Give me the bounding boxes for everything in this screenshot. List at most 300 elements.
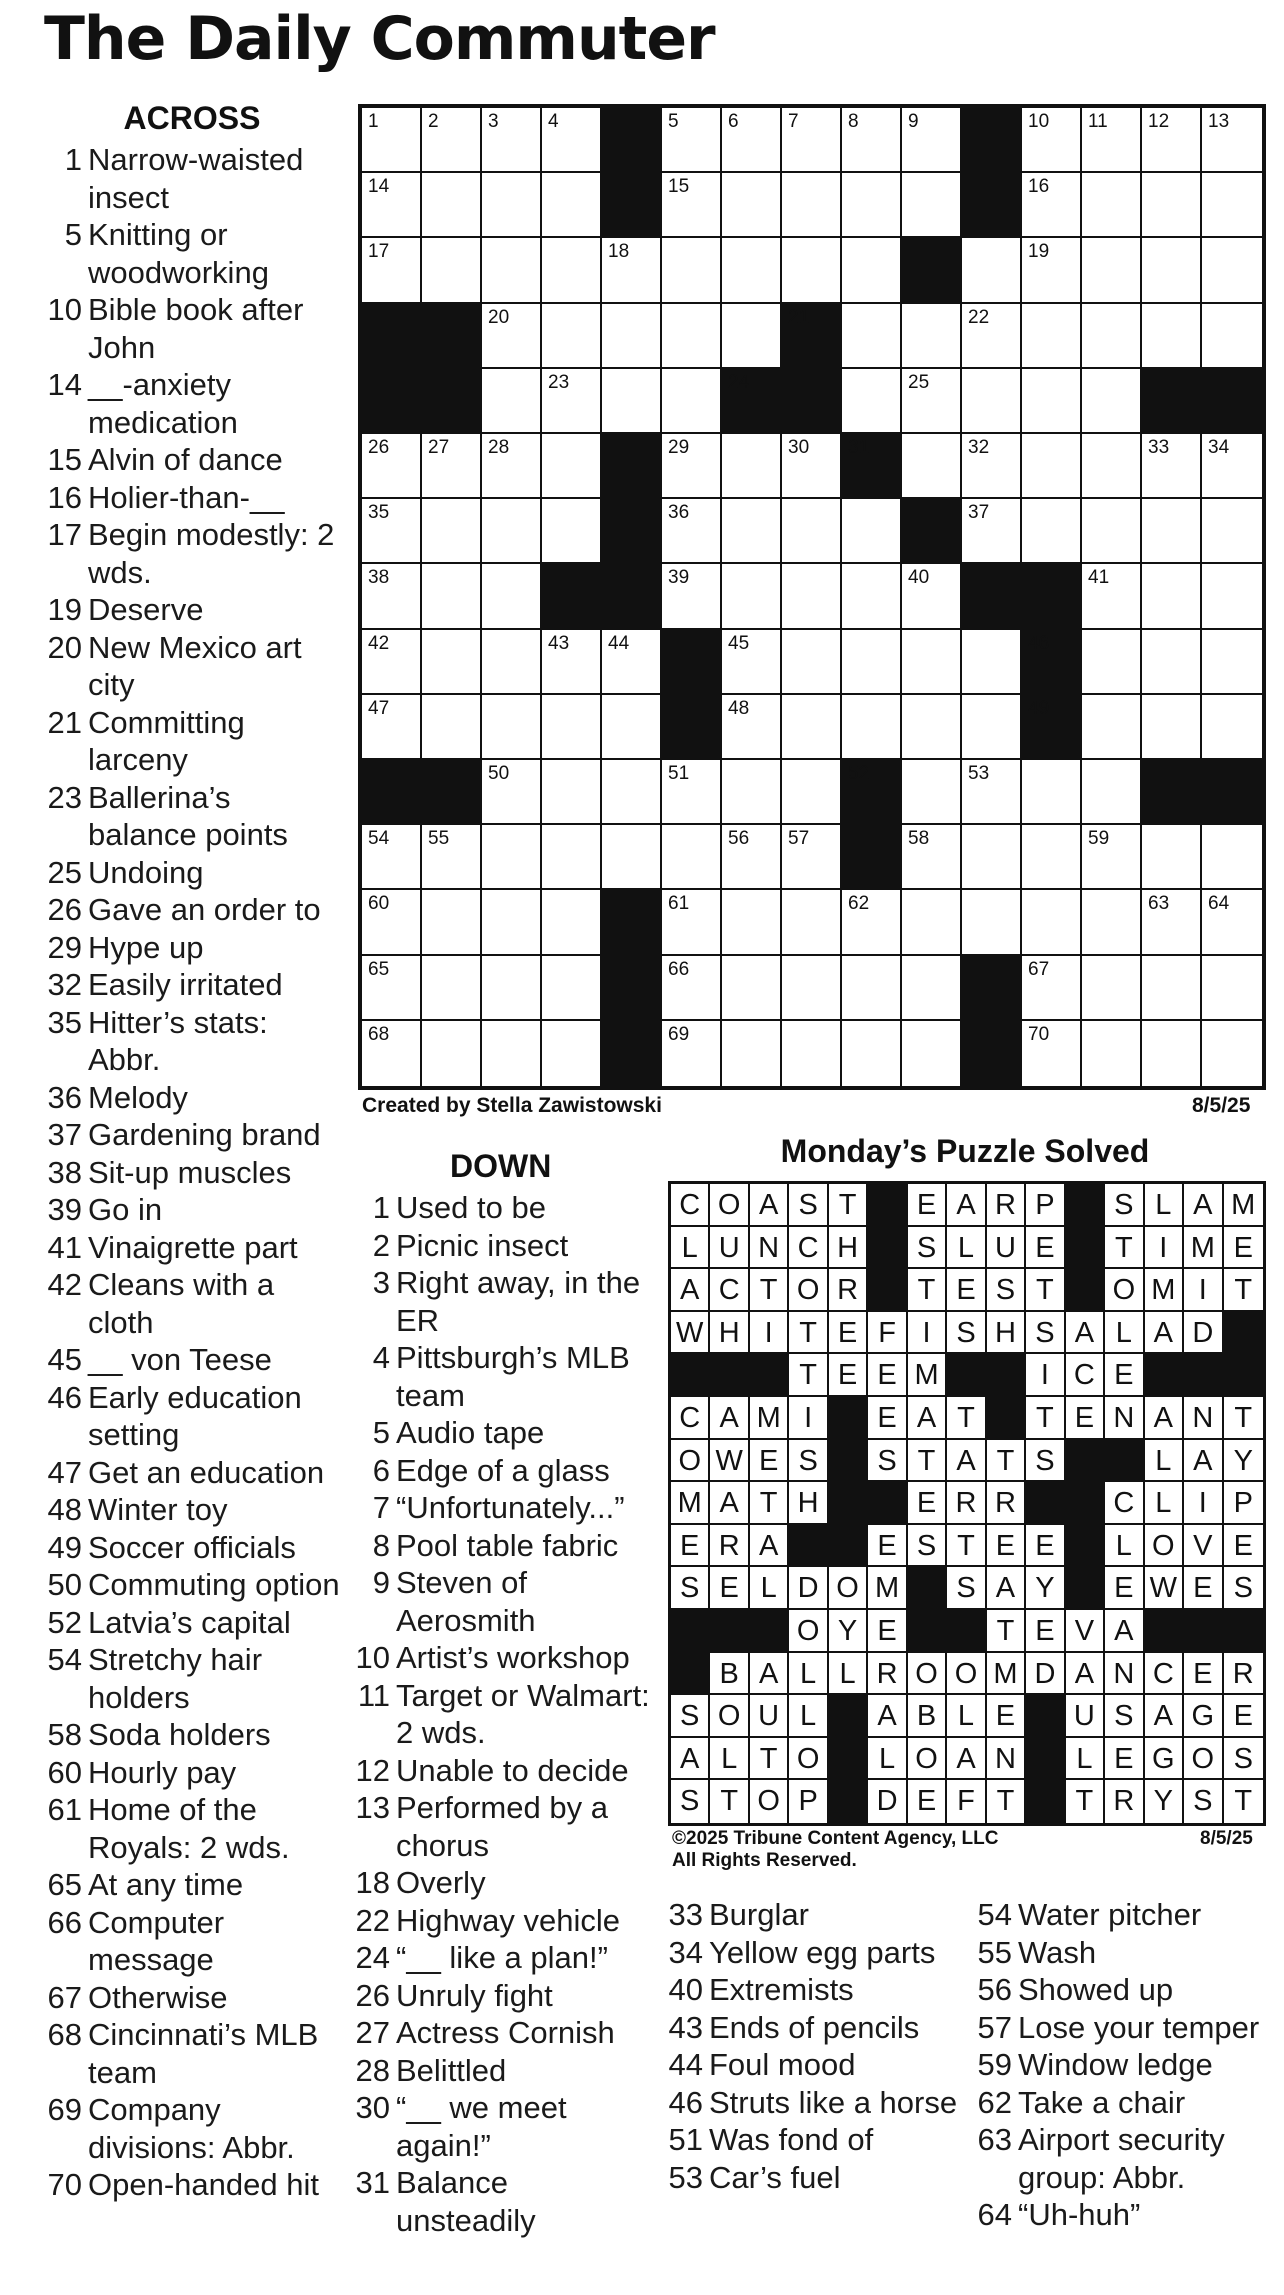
solution-letter: A (1145, 1312, 1184, 1355)
solution-letter: L (868, 1738, 907, 1781)
solution-black-square (1145, 1610, 1184, 1653)
clue-text: “Unfortunately...” (396, 1490, 625, 1525)
clue-number: 29 (47, 929, 82, 965)
grid-cell (662, 956, 722, 1021)
grid-cell (722, 695, 782, 760)
clue-item (42, 516, 342, 591)
cell-number: 19 (1028, 241, 1050, 263)
solution-letter: T (789, 1312, 828, 1355)
solution-black-square (1066, 1269, 1105, 1312)
solution-black-square (829, 1738, 868, 1781)
grid-cell (722, 630, 782, 695)
clue-text: Holier-than-__ (88, 479, 285, 515)
solution-black-square (1145, 1354, 1184, 1397)
solution-letter: I (1026, 1354, 1065, 1397)
grid-cell (1082, 173, 1142, 238)
clue-text: Sit-up muscles (88, 1154, 292, 1190)
black-square (722, 369, 782, 434)
clue-text: Artist’s workshop (396, 1640, 630, 1675)
solution-letter: O (947, 1653, 986, 1696)
clue-number: 62 (977, 2084, 1012, 2120)
solution-black-square (1066, 1227, 1105, 1270)
grid-cell (842, 890, 902, 955)
solution-letter: G (1184, 1695, 1223, 1738)
solution-letter: S (1224, 1738, 1263, 1781)
black-square (962, 1021, 1022, 1086)
grid-cell (902, 108, 962, 173)
solution-letter: W (710, 1440, 749, 1483)
grid-cell (1202, 695, 1262, 760)
clue-number: 43 (668, 2009, 703, 2045)
grid-cell (1022, 760, 1082, 825)
solution-letter: U (1066, 1695, 1105, 1738)
solution-letter: T (947, 1525, 986, 1568)
solution-letter: R (987, 1184, 1026, 1227)
clue-item (972, 2196, 1282, 2234)
solution-letter: L (829, 1653, 868, 1696)
grid-cell (1142, 825, 1202, 890)
solution-letter: T (1066, 1780, 1105, 1823)
clue-text: Begin modestly: 2 wds. (88, 517, 335, 590)
clue-number: 65 (47, 1867, 82, 1902)
grid-cell (362, 890, 422, 955)
clue-number: 15 (47, 442, 82, 477)
grid-cell (1082, 956, 1142, 1021)
clue-text: Early education setting (88, 1379, 302, 1452)
solution-black-square (987, 1397, 1026, 1440)
grid-cell (962, 499, 1022, 564)
clue-item (42, 891, 342, 929)
grid-cell (1022, 108, 1082, 173)
grid-cell (1082, 825, 1142, 890)
clue-number: 57 (977, 2009, 1012, 2045)
grid-cell (1142, 956, 1202, 1021)
solution-letter: L (789, 1653, 828, 1696)
grid-cell (1082, 630, 1142, 695)
grid-cell (962, 890, 1022, 955)
clue-text: Used to be (396, 1190, 546, 1225)
clue-number: 53 (668, 2159, 703, 2195)
black-square (842, 760, 902, 825)
clue-item (350, 2014, 650, 2052)
solution-letter: E (908, 1184, 947, 1227)
grid-cell (482, 630, 542, 695)
solution-letter: M (868, 1567, 907, 1610)
clue-number: 14 (47, 367, 82, 402)
clue-number: 10 (355, 1640, 390, 1675)
grid-cell (1142, 1021, 1202, 1086)
solution-letter: V (1184, 1525, 1223, 1568)
clue-text: Actress Cornish (396, 2015, 615, 2050)
solution-letter: A (750, 1653, 789, 1696)
grid-cell (542, 1021, 602, 1086)
clue-item (42, 966, 342, 1004)
clue-number: 52 (47, 1604, 82, 1640)
clue-text: Melody (88, 1079, 188, 1115)
solution-letter: A (1105, 1610, 1144, 1653)
cell-number: 64 (1208, 893, 1230, 915)
grid-cell (1082, 434, 1142, 499)
solution-letter: O (710, 1695, 749, 1738)
solution-black-square (829, 1482, 868, 1525)
clue-number: 70 (47, 2167, 82, 2202)
clue-text: Ends of pencils (709, 2009, 920, 2045)
grid-cell (962, 760, 1022, 825)
clue-item (42, 1454, 342, 1492)
grid-cell (842, 304, 902, 369)
solution-letter: A (908, 1397, 947, 1440)
solution-black-square (1066, 1567, 1105, 1610)
cell-number: 4 (548, 111, 559, 132)
cell-number: 20 (488, 306, 510, 328)
solution-letter: M (1224, 1184, 1263, 1227)
solution-letter: O (750, 1780, 789, 1823)
grid-cell (722, 499, 782, 564)
solution-black-square (868, 1184, 907, 1227)
grid-cell (782, 630, 842, 695)
cell-number: 7 (788, 111, 799, 132)
clue-number: 37 (47, 1117, 82, 1152)
solution-letter: H (829, 1227, 868, 1270)
black-square (362, 369, 422, 434)
grid-cell (1202, 890, 1262, 955)
solution-letter: A (671, 1738, 710, 1781)
black-square (602, 1021, 662, 1086)
solution-letter: C (671, 1184, 710, 1227)
clue-number: 6 (372, 1452, 390, 1488)
clue-item (42, 2166, 342, 2204)
grid-cell (422, 238, 482, 303)
clue-number: 22 (355, 1902, 390, 1938)
solution-letter: V (1066, 1610, 1105, 1653)
clue-text: New Mexico art city (88, 629, 302, 702)
solution-letter: H (710, 1312, 749, 1355)
black-square (542, 564, 602, 629)
solution-letter: E (908, 1780, 947, 1823)
clue-text: Foul mood (709, 2047, 856, 2082)
grid-cell (1142, 434, 1202, 499)
solution-letter: E (1105, 1354, 1144, 1397)
clue-text: Easily irritated (88, 967, 283, 1002)
black-square (602, 499, 662, 564)
grid-cell (542, 630, 602, 695)
solution-letter: S (987, 1269, 1026, 1312)
clue-text: Soda holders (88, 1717, 271, 1752)
solution-black-square (987, 1354, 1026, 1397)
grid-cell (662, 564, 722, 629)
solution-black-square (829, 1440, 868, 1483)
clue-text: Cincinnati’s MLB team (88, 2017, 319, 2090)
grid-cell (782, 890, 842, 955)
solution-letter: L (947, 1695, 986, 1738)
solution-letter: M (1145, 1269, 1184, 1312)
solution-letter: G (1145, 1738, 1184, 1781)
clue-text: Alvin of dance (88, 442, 283, 477)
solution-letter: B (710, 1653, 749, 1696)
cell-number: 58 (908, 828, 930, 850)
solution-letter: C (710, 1269, 749, 1312)
grid-cell (1202, 564, 1262, 629)
black-square (962, 956, 1022, 1021)
solution-black-square (868, 1482, 907, 1525)
clue-item (972, 1934, 1282, 1972)
solution-letter: T (750, 1482, 789, 1525)
solution-letter: E (947, 1269, 986, 1312)
clue-item (350, 2089, 650, 2164)
clue-item (42, 854, 342, 892)
solution-letter: R (947, 1482, 986, 1525)
grid-cell (782, 434, 842, 499)
clue-number: 41 (47, 1229, 82, 1265)
black-square (602, 108, 662, 173)
clue-text: Hype up (88, 929, 204, 965)
solution-letter: F (947, 1780, 986, 1823)
solution-letter: R (710, 1525, 749, 1568)
grid-cell (1082, 695, 1142, 760)
clue-number: 4 (372, 1340, 390, 1375)
solution-letter: T (947, 1397, 986, 1440)
grid-cell (362, 1021, 422, 1086)
grid-cell (482, 108, 542, 173)
solution-letter: E (1105, 1738, 1144, 1781)
solution-letter: M (908, 1354, 947, 1397)
clue-item (42, 216, 342, 291)
clue-number: 32 (47, 967, 82, 1002)
clue-number: 26 (47, 892, 82, 927)
grid-cell (722, 238, 782, 303)
cell-number: 3 (488, 111, 499, 132)
clue-text: Hourly pay (88, 1754, 237, 1790)
grid-cell (1202, 173, 1262, 238)
black-square (362, 304, 422, 369)
clue-item (350, 1264, 650, 1339)
solution-letter: S (1105, 1695, 1144, 1738)
solution-letter: A (750, 1184, 789, 1227)
clue-item (42, 629, 342, 704)
cell-number: 41 (1088, 567, 1110, 589)
cell-number: 1 (368, 111, 379, 132)
solution-letter: E (868, 1354, 907, 1397)
clue-item (350, 1864, 650, 1902)
solution-letter: S (671, 1780, 710, 1823)
grid-cell (962, 369, 1022, 434)
grid-cell (722, 564, 782, 629)
clue-text: Unable to decide (396, 1752, 629, 1788)
cell-number: 66 (668, 958, 690, 980)
grid-cell (842, 499, 902, 564)
black-square (422, 369, 482, 434)
solution-letter: U (987, 1227, 1026, 1270)
solution-letter: E (1184, 1567, 1223, 1610)
grid-cell (1082, 564, 1142, 629)
clue-text: Soccer officials (88, 1529, 296, 1565)
clue-number: 54 (47, 1642, 82, 1677)
grid-cell (902, 890, 962, 955)
solution-letter: A (1184, 1184, 1223, 1227)
grid-cell (782, 173, 842, 238)
solution-letter: F (868, 1312, 907, 1355)
clue-text: Otherwise (88, 1979, 228, 2015)
clue-text: Latvia’s capital (88, 1604, 291, 1640)
clue-item (663, 1896, 963, 1934)
cell-number: 32 (968, 437, 990, 458)
clue-number: 19 (47, 592, 82, 627)
clue-item (350, 1977, 650, 2015)
cell-number: 10 (1028, 111, 1050, 132)
clue-item (42, 1866, 342, 1904)
solution-letter: D (1026, 1653, 1065, 1696)
clue-item (350, 1902, 650, 1940)
clue-item (972, 2084, 1282, 2122)
clue-text: Audio tape (396, 1415, 545, 1450)
grid-cell (962, 304, 1022, 369)
clue-text: Car’s fuel (709, 2159, 841, 2195)
grid-cell (542, 173, 602, 238)
grid-cell (482, 760, 542, 825)
solution-letter: A (1066, 1653, 1105, 1696)
solution-black-square (1224, 1610, 1263, 1653)
clue-item (350, 1564, 650, 1639)
grid-cell (482, 695, 542, 760)
clue-number: 42 (47, 1267, 82, 1302)
solution-letter: A (710, 1482, 749, 1525)
cell-number: 27 (428, 437, 450, 458)
grid-cell (842, 108, 902, 173)
solution-letter: E (829, 1354, 868, 1397)
grid-cell (662, 890, 722, 955)
grid-cell (782, 564, 842, 629)
clue-text: “__ like a plan!” (396, 1940, 608, 1975)
clue-item (350, 2164, 650, 2239)
clue-item (972, 2009, 1282, 2047)
cell-number: 29 (668, 437, 690, 458)
solution-letter: A (710, 1397, 749, 1440)
clue-number: 7 (372, 1490, 390, 1525)
clue-item (42, 1791, 342, 1866)
cell-number: 12 (1148, 111, 1170, 132)
cell-number: 52 (848, 763, 870, 784)
solution-letter: P (1026, 1184, 1065, 1227)
grid-cell (902, 173, 962, 238)
black-square (602, 890, 662, 955)
solution-letter: U (750, 1695, 789, 1738)
cell-number: 38 (368, 567, 390, 589)
clue-item (42, 141, 342, 216)
grid-cell (662, 825, 722, 890)
solution-black-square (1066, 1184, 1105, 1227)
grid-cell (602, 238, 662, 303)
black-square (602, 173, 662, 238)
crossword-grid (358, 104, 1266, 1090)
clue-item (42, 441, 342, 479)
grid-cell (722, 1021, 782, 1086)
clue-number: 17 (47, 517, 82, 552)
solution-letter: P (1224, 1482, 1263, 1525)
solution-letter: O (1105, 1269, 1144, 1312)
cell-number: 2 (428, 111, 439, 132)
black-square (782, 369, 842, 434)
solution-letter: D (789, 1567, 828, 1610)
solution-letter: O (671, 1440, 710, 1483)
solution-letter: S (1184, 1780, 1223, 1823)
grid-cell (662, 173, 722, 238)
clue-item (972, 2121, 1282, 2196)
solution-letter: E (1224, 1227, 1263, 1270)
clue-text: Right away, in the ER (396, 1265, 641, 1338)
grid-cell (902, 825, 962, 890)
clue-number: 18 (355, 1865, 390, 1900)
cell-number: 68 (368, 1023, 390, 1045)
solution-letter: A (947, 1184, 986, 1227)
cell-number: 25 (908, 371, 930, 393)
grid-cell (1082, 304, 1142, 369)
clue-text: Burglar (709, 1897, 809, 1932)
solution-letter: N (1184, 1397, 1223, 1440)
clue-text: Extremists (709, 1972, 854, 2007)
grid-cell (1142, 630, 1202, 695)
solution-letter: E (987, 1695, 1026, 1738)
grid-cell (362, 564, 422, 629)
grid-cell (1202, 630, 1262, 695)
solution-letter: I (750, 1312, 789, 1355)
grid-cell (662, 499, 722, 564)
clue-text: Knitting or woodworking (88, 217, 269, 290)
grid-cell (362, 108, 422, 173)
clue-text: Bible book after John (88, 292, 304, 365)
solution-letter: I (1145, 1227, 1184, 1270)
grid-cell (662, 304, 722, 369)
black-square (662, 695, 722, 760)
black-square (422, 760, 482, 825)
clue-number: 20 (47, 629, 82, 665)
clue-number: 59 (977, 2047, 1012, 2082)
grid-cell (722, 956, 782, 1021)
clue-number: 39 (47, 1192, 82, 1227)
cell-number: 11 (1088, 111, 1108, 132)
grid-cell (602, 304, 662, 369)
grid-cell (1142, 238, 1202, 303)
clue-item (42, 2016, 342, 2091)
clue-item (350, 2052, 650, 2090)
grid-cell (542, 956, 602, 1021)
clue-text: Airport security group: Abbr. (1018, 2122, 1225, 2195)
solution-black-square (710, 1354, 749, 1397)
grid-cell (842, 173, 902, 238)
solution-letter: T (750, 1738, 789, 1781)
clue-item (42, 1566, 342, 1604)
cell-number: 31 (848, 437, 870, 458)
solution-letter: E (1224, 1695, 1263, 1738)
clue-text: Pool table fabric (396, 1527, 619, 1563)
grid-cell (1142, 304, 1202, 369)
cell-number: 60 (368, 893, 390, 915)
cell-number: 22 (968, 306, 990, 328)
grid-cell (782, 825, 842, 890)
clue-item (972, 1896, 1282, 1934)
cell-number: 17 (368, 241, 390, 263)
cell-number: 51 (668, 763, 690, 784)
grid-cell (542, 760, 602, 825)
clue-item (663, 2009, 963, 2047)
clue-number: 13 (355, 1790, 390, 1825)
solution-letter: R (1105, 1780, 1144, 1823)
grid-cell (542, 108, 602, 173)
solution-letter: E (1105, 1567, 1144, 1610)
cell-number: 14 (368, 176, 390, 198)
grid-cell (782, 108, 842, 173)
down-clues-column-1 (350, 1148, 650, 2239)
solution-letter: E (908, 1482, 947, 1525)
